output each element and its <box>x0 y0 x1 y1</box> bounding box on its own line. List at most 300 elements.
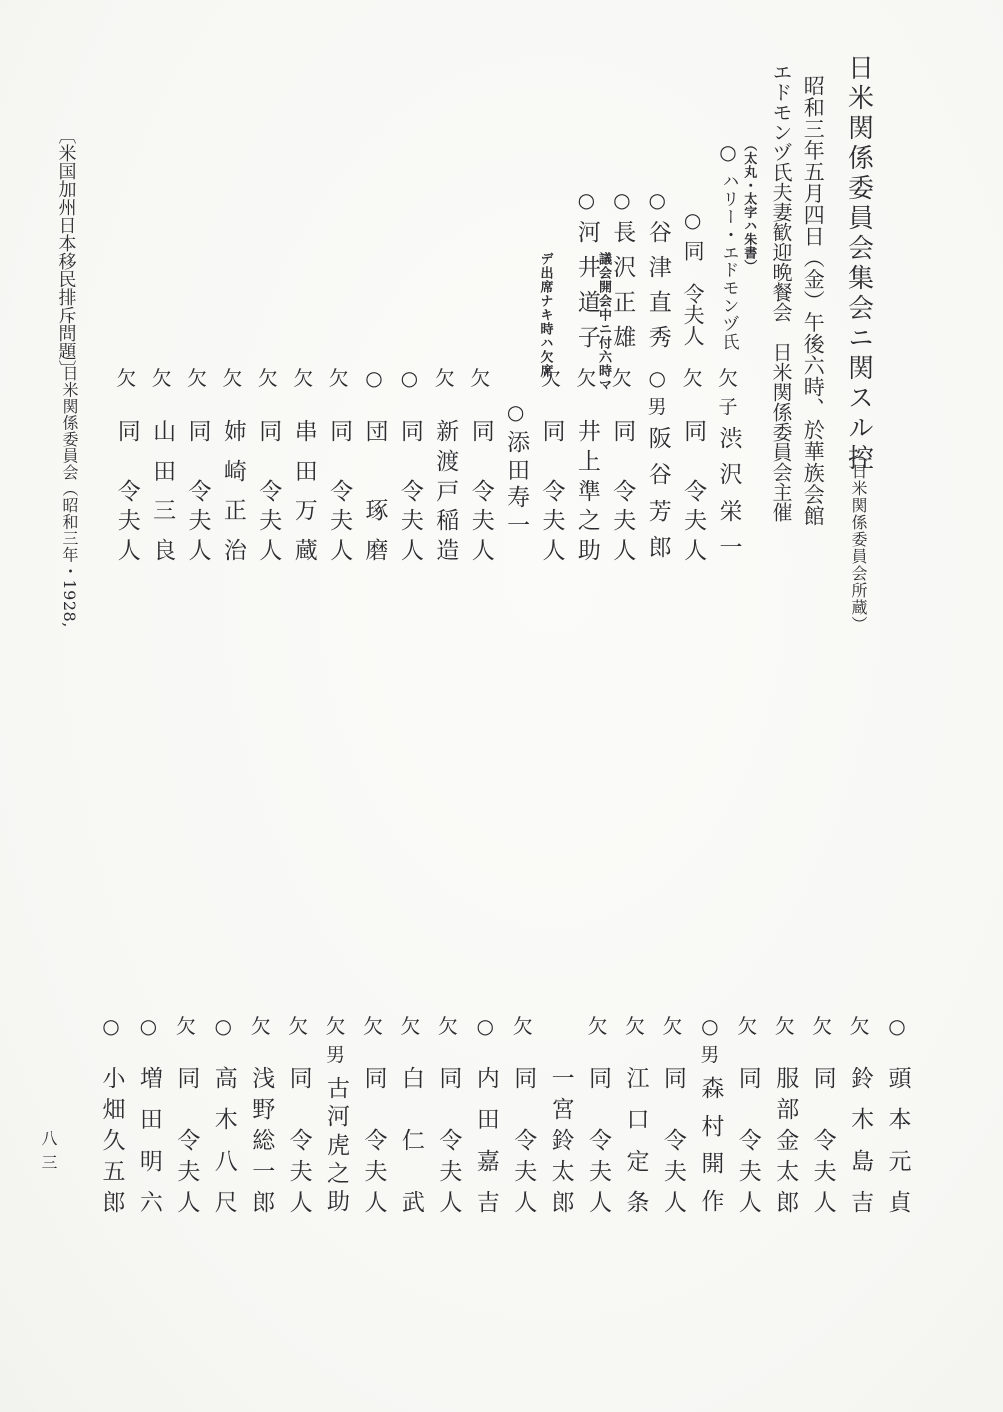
name-char <box>361 1097 384 1120</box>
name-char: モ <box>718 279 739 297</box>
name-char: 令 <box>680 478 707 502</box>
name-char: 団 <box>361 419 388 442</box>
present-mark: ○ <box>365 366 383 390</box>
absent-mark: 欠 <box>774 1014 795 1038</box>
name-char: 鈴 <box>547 1128 574 1151</box>
name-char: 準 <box>573 478 600 502</box>
name-char: 同 <box>184 419 211 442</box>
name-char: 雄 <box>609 325 636 348</box>
name-char: 郎 <box>248 1190 275 1213</box>
name-char: 令 <box>510 1128 537 1151</box>
name-char: 田 <box>135 1107 162 1131</box>
name-char: 同 <box>510 1066 537 1089</box>
name-char: 人 <box>467 538 494 561</box>
present-mark: ○ <box>506 400 525 424</box>
attendee-name <box>659 1066 685 1213</box>
name-char <box>610 449 633 472</box>
margin-source: 日米関係委員会（昭和三年・1928, <box>60 365 79 628</box>
name-char: 六 <box>135 1189 162 1213</box>
name-char: 高 <box>210 1066 237 1089</box>
name-char <box>811 1097 834 1120</box>
name-char: 阪 <box>644 426 671 449</box>
attendee-name <box>573 220 599 348</box>
absent-mark: 欠 <box>611 366 632 390</box>
attendee-name <box>884 1066 910 1213</box>
name-char: 郎 <box>98 1190 125 1213</box>
attendee-name <box>135 1066 161 1213</box>
name-char: 崎 <box>219 458 246 482</box>
attendee-name <box>538 419 564 561</box>
name-char: 人 <box>680 538 707 561</box>
name-char: 之 <box>573 508 600 532</box>
name-char: 正 <box>219 498 246 522</box>
name-char: 令 <box>285 1128 312 1151</box>
absent-mark: 欠 <box>437 1014 458 1038</box>
name-char: 井 <box>573 419 600 442</box>
absent-mark: 欠 <box>362 1014 383 1038</box>
name-char: 令 <box>585 1128 612 1151</box>
absent-mark: 欠 <box>737 1014 758 1038</box>
name-char: 田 <box>149 458 176 482</box>
name-char: 令 <box>184 478 211 502</box>
name-char: 嘉 <box>472 1148 499 1172</box>
name-char: 虎 <box>323 1132 350 1156</box>
name-char: 同 <box>585 1066 612 1089</box>
name-char: 武 <box>397 1190 424 1213</box>
name-char: 人 <box>326 538 353 561</box>
name-char: 沢 <box>609 255 636 278</box>
attendee-name <box>290 419 316 561</box>
name-char <box>186 449 209 472</box>
name-char: 島 <box>847 1148 874 1172</box>
attendee-name <box>326 419 352 561</box>
name-char: 令 <box>396 478 423 502</box>
name-char: 添 <box>503 430 530 453</box>
name-char: 谷 <box>644 462 671 486</box>
name-char: 正 <box>609 290 636 313</box>
name-char: 頭 <box>884 1066 911 1089</box>
name-char: 河 <box>323 1104 350 1128</box>
name-char: 長 <box>609 220 636 243</box>
attendee-name <box>503 430 529 536</box>
attendee-name <box>609 220 635 348</box>
present-mark: ○ <box>214 1014 232 1038</box>
name-char: 夫 <box>285 1159 312 1182</box>
attendee-name <box>219 419 245 561</box>
absent-mark: 欠 <box>512 1014 533 1038</box>
name-char: 同 <box>113 419 140 442</box>
attendee-name <box>772 1066 798 1213</box>
name-char <box>115 449 138 472</box>
name-char: 夫 <box>809 1159 836 1182</box>
absent-mark: 欠 <box>718 366 738 390</box>
attendee-name <box>585 1066 611 1213</box>
name-char: ヅ <box>718 315 739 332</box>
absent-mark: 欠 <box>175 1014 196 1038</box>
present-mark: ○ <box>719 140 737 164</box>
name-char: 稲 <box>432 508 459 532</box>
name-char: 河 <box>573 220 600 243</box>
present-mark: ○ <box>400 366 419 390</box>
name-char: 令 <box>809 1128 836 1151</box>
name-char: 造 <box>432 538 459 561</box>
name-char: 令 <box>326 478 353 502</box>
absent-mark: 欠 <box>328 366 349 390</box>
attendee-name <box>98 1066 124 1213</box>
name-char: 本 <box>884 1107 911 1131</box>
name-char <box>682 261 703 282</box>
name-char: 夫 <box>326 508 353 532</box>
name-char <box>540 449 563 472</box>
collection-note: （日米関係委員会所蔵） <box>849 446 868 633</box>
present-mark: ○ <box>888 1014 906 1038</box>
name-char: 令 <box>173 1128 200 1151</box>
name-char: 津 <box>644 255 671 278</box>
name-char: 同 <box>173 1066 200 1089</box>
name-char: 同 <box>326 419 353 442</box>
name-char: 秀 <box>644 325 671 348</box>
name-char: 令 <box>360 1128 387 1151</box>
name-char: 総 <box>248 1128 275 1151</box>
name-char: 人 <box>184 538 211 561</box>
attendee-name <box>323 1076 349 1212</box>
attendee-name <box>715 426 741 558</box>
name-char: リ <box>718 189 739 207</box>
name-char: 白 <box>397 1066 424 1089</box>
absent-mark: 欠 <box>434 366 455 390</box>
name-char: 夫 <box>609 508 636 532</box>
name-char: 磨 <box>361 537 388 561</box>
name-char: 同 <box>467 419 494 442</box>
name-char: 古 <box>323 1076 350 1099</box>
name-char: 戸 <box>432 478 459 502</box>
peerage-title: 子 <box>718 396 738 418</box>
absent-mark: 欠 <box>662 1014 683 1038</box>
name-char: 姉 <box>219 419 246 442</box>
name-char: 令 <box>255 478 282 502</box>
name-char: 同 <box>435 1066 462 1089</box>
attendee-name <box>184 419 210 561</box>
name-char: 人 <box>585 1190 612 1213</box>
name-char: 金 <box>772 1128 799 1151</box>
absent-mark: 欠 <box>293 366 314 390</box>
name-char: 田 <box>472 1107 499 1131</box>
name-char: ハ <box>718 172 739 189</box>
name-char: 一 <box>547 1066 574 1089</box>
name-char: 夫 <box>681 303 706 325</box>
name-char: 助 <box>573 538 600 561</box>
name-char: 内 <box>472 1066 499 1089</box>
name-char: 蔵 <box>290 537 317 561</box>
present-mark: ○ <box>648 366 666 390</box>
name-char: 夫 <box>510 1159 537 1182</box>
absent-mark: 欠 <box>400 1014 421 1038</box>
name-char: 人 <box>510 1190 537 1213</box>
attendee-name <box>547 1066 573 1213</box>
name-char: 田 <box>503 457 530 481</box>
attendee-name <box>435 1066 461 1213</box>
absent-mark: 欠 <box>541 366 561 390</box>
name-char: 太 <box>772 1159 799 1182</box>
attendee-name <box>248 1066 274 1213</box>
document-title: 日米関係委員会集会ニ関スル控 <box>843 54 874 474</box>
name-char: 人 <box>609 538 636 561</box>
attendee-name <box>847 1066 873 1213</box>
name-char: 令 <box>467 478 494 502</box>
name-char: 之 <box>323 1160 350 1184</box>
attendee-name <box>360 1066 386 1213</box>
name-char: 服 <box>772 1066 799 1089</box>
present-mark: ○ <box>613 188 631 212</box>
name-char: 夫 <box>113 508 140 532</box>
absent-mark: 欠 <box>222 366 243 390</box>
name-char: 渋 <box>715 426 742 449</box>
name-char: 同 <box>681 240 706 261</box>
attendee-name <box>609 419 635 561</box>
legend-note: （太丸・太字ハ朱書） <box>741 138 757 273</box>
name-char: 渡 <box>432 448 459 472</box>
name-char: 元 <box>884 1148 911 1172</box>
attendee-name <box>210 1066 236 1213</box>
name-char <box>287 1097 310 1120</box>
name-char: 芳 <box>644 498 671 522</box>
name-char: 吉 <box>847 1189 874 1213</box>
name-char: 仁 <box>397 1128 424 1151</box>
attendee-name <box>467 419 493 561</box>
attendee-name <box>809 1066 835 1213</box>
name-char: 琢 <box>361 498 388 522</box>
present-mark: ○ <box>102 1014 120 1038</box>
attendee-name <box>680 419 706 561</box>
attendee-name <box>697 1076 723 1212</box>
name-char: 夫 <box>173 1159 200 1182</box>
absent-mark: 欠 <box>576 366 597 390</box>
absent-mark: 欠 <box>187 366 207 390</box>
name-char: 八 <box>210 1148 237 1172</box>
name-char: 尺 <box>210 1189 237 1213</box>
name-char: 同 <box>609 419 636 442</box>
name-char <box>736 1097 759 1120</box>
name-char: 一 <box>715 534 742 558</box>
name-char: 定 <box>622 1148 649 1172</box>
name-char: 同 <box>659 1066 686 1089</box>
name-char: 人 <box>113 538 140 561</box>
name-char: 同 <box>809 1066 836 1089</box>
name-char: 田 <box>290 458 317 482</box>
name-char: 人 <box>435 1190 462 1213</box>
name-char: 子 <box>573 325 600 348</box>
name-char: 浅 <box>248 1066 275 1089</box>
name-char: 寿 <box>503 485 530 509</box>
name-char: 人 <box>285 1190 312 1213</box>
attendance-note-line: デ出席ナキ時ハ欠席 <box>537 252 553 378</box>
absent-mark: 欠 <box>682 366 703 390</box>
name-char: 増 <box>135 1066 162 1089</box>
absent-mark: 欠 <box>288 1014 309 1038</box>
absent-mark: 欠 <box>116 366 137 390</box>
name-char: 郎 <box>644 534 671 558</box>
name-char: 開 <box>697 1151 724 1175</box>
peerage-title: 男 <box>326 1044 346 1066</box>
name-char: 令 <box>609 478 636 502</box>
absent-mark: 欠 <box>470 366 491 390</box>
name-char: 人 <box>360 1190 387 1213</box>
name-char: 同 <box>734 1066 761 1089</box>
page-number: 八三 <box>39 1130 58 1178</box>
attendee-name <box>173 1066 199 1213</box>
name-char: 野 <box>248 1097 275 1120</box>
name-char: 道 <box>573 290 600 313</box>
name-char: 人 <box>255 538 282 561</box>
name-char: 夫 <box>538 508 565 532</box>
absent-mark: 欠 <box>257 366 278 390</box>
name-char: 作 <box>697 1188 724 1212</box>
name-char <box>398 449 421 472</box>
attendee-name <box>472 1066 498 1213</box>
name-char: 小 <box>98 1066 125 1089</box>
present-mark: ○ <box>139 1014 158 1038</box>
name-char: 五 <box>98 1159 125 1182</box>
name-char: 山 <box>149 419 176 442</box>
name-char: 部 <box>772 1097 799 1120</box>
name-char: 良 <box>149 537 176 561</box>
attendee-name <box>644 426 670 558</box>
name-char: 条 <box>622 1189 649 1213</box>
name-char: 谷 <box>644 220 671 243</box>
name-char: 太 <box>547 1159 574 1182</box>
attendee-name <box>149 419 175 561</box>
name-char <box>586 1097 609 1120</box>
name-char: 一 <box>248 1159 275 1182</box>
peerage-title: 男 <box>700 1044 720 1066</box>
name-char: 人 <box>173 1190 200 1213</box>
name-char: 宮 <box>547 1097 574 1120</box>
name-char: 上 <box>573 448 600 472</box>
name-char: 人 <box>538 538 565 561</box>
name-char: 同 <box>285 1066 312 1089</box>
attendee-name <box>396 419 422 561</box>
name-char: 木 <box>210 1107 237 1131</box>
name-char: 夫 <box>435 1159 462 1182</box>
name-char: 人 <box>659 1190 686 1213</box>
name-char: 夫 <box>255 508 282 532</box>
name-char: 夫 <box>360 1159 387 1182</box>
name-char: 郎 <box>772 1190 799 1213</box>
name-char: 同 <box>255 419 282 442</box>
absent-mark: 欠 <box>812 1014 833 1038</box>
absent-mark: 欠 <box>250 1014 271 1038</box>
name-char <box>256 449 279 472</box>
name-char: 同 <box>360 1066 387 1089</box>
name-char: 夫 <box>734 1159 761 1182</box>
name-char: 一 <box>503 512 530 536</box>
present-mark: ○ <box>683 208 702 232</box>
name-char: エ <box>718 243 739 261</box>
attendee-name <box>715 172 741 350</box>
attendee-name <box>255 419 281 561</box>
name-char: 村 <box>697 1113 724 1137</box>
present-mark: ○ <box>648 188 666 212</box>
name-char: 畑 <box>98 1097 125 1120</box>
absent-mark: 欠 <box>325 1014 346 1038</box>
attendee-name <box>573 419 599 561</box>
name-char: 郎 <box>547 1190 574 1213</box>
name-char: 串 <box>290 419 317 442</box>
present-mark: ○ <box>577 188 596 212</box>
attendee-name <box>510 1066 536 1213</box>
name-char: 沢 <box>715 462 742 486</box>
name-char: 久 <box>98 1128 125 1151</box>
name-char: 三 <box>149 498 176 522</box>
name-char <box>174 1097 197 1120</box>
attendee-name <box>432 419 458 561</box>
attendee-name <box>285 1066 311 1213</box>
name-char: 同 <box>396 419 423 442</box>
name-char: 氏 <box>718 332 739 350</box>
margin-topic: 〔米国加州日本移民排斥問題〕 <box>55 126 77 378</box>
name-char: 江 <box>622 1066 649 1089</box>
name-char: 令 <box>538 478 565 502</box>
name-char <box>436 1097 459 1120</box>
attendee-name <box>680 240 706 346</box>
attendance-note-line: 議会開会中ニ付六時マ <box>596 252 611 392</box>
name-char: 木 <box>847 1107 874 1131</box>
name-char: 万 <box>290 498 317 522</box>
name-char: 令 <box>113 478 140 502</box>
present-mark: ○ <box>701 1014 719 1038</box>
name-char: ド <box>718 261 739 279</box>
name-char: 森 <box>697 1076 724 1099</box>
name-char: 夫 <box>659 1159 686 1182</box>
name-char: 助 <box>323 1189 350 1212</box>
name-char: 令 <box>734 1128 761 1151</box>
absent-mark: 欠 <box>151 366 172 390</box>
name-char: 人 <box>734 1190 761 1213</box>
name-char: 令 <box>435 1128 462 1151</box>
date-line: 昭和三年五月四日（金）午後六時、於華族会館 <box>801 75 826 527</box>
attendee-name <box>397 1066 423 1213</box>
absent-mark: 欠 <box>587 1014 608 1038</box>
name-char <box>661 1097 684 1120</box>
name-char <box>363 459 386 482</box>
name-char: 夫 <box>396 508 423 532</box>
name-char: ・ <box>718 225 739 243</box>
event-line: エドモンヅ氏夫妻歓迎晩餐会 日米関係委員会主催 <box>769 62 793 522</box>
name-char: 栄 <box>715 498 742 522</box>
name-char <box>681 449 704 472</box>
name-char: 令 <box>659 1128 686 1151</box>
name-char <box>327 449 350 472</box>
name-char <box>511 1097 534 1120</box>
name-char: 直 <box>644 290 671 313</box>
name-char: 新 <box>432 419 459 442</box>
peerage-title: 男 <box>647 396 667 418</box>
name-char: 明 <box>135 1148 162 1172</box>
name-char: 貞 <box>884 1189 911 1213</box>
name-char: 人 <box>809 1190 836 1213</box>
name-char: 井 <box>573 255 600 278</box>
attendee-name <box>361 419 387 561</box>
name-char: 治 <box>219 537 246 561</box>
name-char: 夫 <box>680 508 707 532</box>
name-char: 同 <box>680 419 707 442</box>
name-char: 人 <box>396 538 423 561</box>
name-char: 夫 <box>467 508 494 532</box>
name-char: 口 <box>622 1107 649 1131</box>
name-char: 令 <box>681 282 706 304</box>
attendee-name <box>644 220 670 348</box>
name-char <box>469 449 492 472</box>
